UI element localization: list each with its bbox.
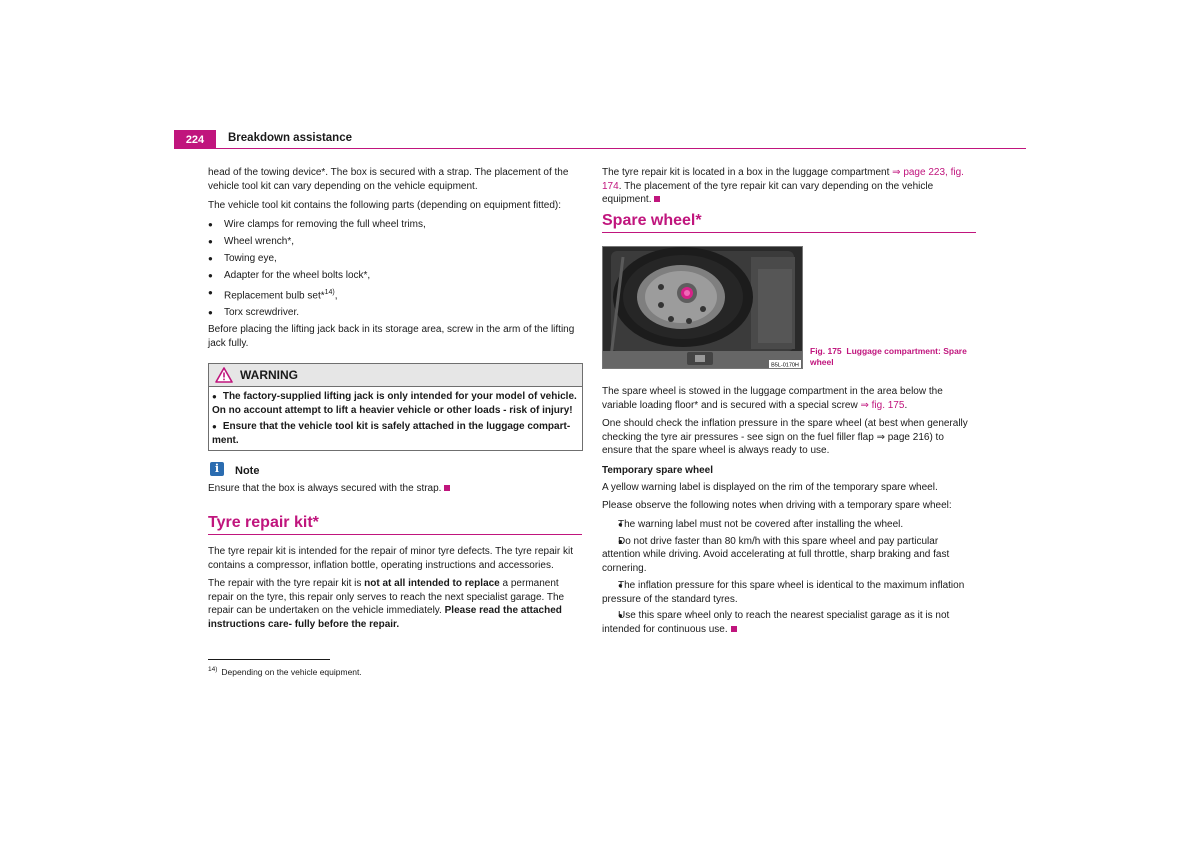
note-title: Note: [235, 465, 260, 477]
list-item: ● Towing eye,: [208, 252, 582, 266]
section-heading-tyre-repair-kit: Tyre repair kit*: [208, 514, 582, 535]
list-item: ● Wire clamps for removing the full wheel trims,: [208, 218, 582, 232]
paragraph: One should check the inflation pressure in the spare wheel (at best when generally checking the tyre air pressures - see sign on the fuel filler flap ⇒ page 216) to ensure that the spare wheel is always ready to use.: [602, 418, 968, 457]
tyre-repair-section: [208, 545, 582, 632]
page-link[interactable]: ⇒ page 223, fig. 174: [602, 167, 964, 192]
paragraph: A yellow warning label is displayed on the rim of the temporary spare wheel.: [602, 481, 938, 493]
warning-title: WARNING: [240, 368, 298, 382]
page-number: 224: [174, 130, 216, 148]
paragraph: The tyre repair kit is located in a box in the luggage compartment ⇒ page 223, fig. 174. The placement of the tyre repair kit can vary depending on the vehicle equipment.: [602, 167, 964, 206]
end-of-section-marker: [654, 196, 660, 202]
paragraph: The tyre repair kit is intended for the repair of minor tyre defects. The tyre repair kit contains a compressor, inflation bottle, operating instructions and accessories.: [208, 546, 573, 571]
note-text: Ensure that the box is always secured with the strap.: [208, 482, 582, 496]
tool-kit-list: [208, 218, 582, 320]
left-column: [208, 166, 582, 350]
list-item: ● Adapter for the wheel bolts lock*,: [208, 269, 582, 283]
warning-header: [209, 364, 582, 387]
figure-link[interactable]: ⇒ fig. 175: [860, 399, 905, 411]
warning-triangle-icon: [215, 367, 233, 383]
footnote-mark: 14): [208, 666, 218, 673]
warning-item: ● Ensure that the vehicle tool kit is safely attached in the luggage compart- ment.: [212, 421, 571, 446]
subheading-temporary-spare-wheel: Temporary spare wheel: [602, 464, 713, 476]
figure-caption-text: Luggage compartment: Spare wheel: [810, 346, 967, 367]
figure-caption: [810, 346, 976, 368]
list-item: ● Torx screwdriver.: [208, 306, 582, 320]
warning-box: [208, 363, 583, 451]
list-item: ● Wheel wrench*,: [208, 235, 582, 249]
footnote-rule: [208, 659, 330, 660]
paragraph: Please observe the following notes when driving with a temporary spare wheel:: [602, 500, 952, 512]
spare-wheel-section: [602, 385, 976, 640]
list-item: ● The warning label must not be covered after installing the wheel.: [602, 518, 976, 532]
paragraph: Before placing the lifting jack back in its storage area, screw in the arm of the lifting jack fully.: [208, 324, 575, 349]
paragraph: The repair with the tyre repair kit is not at all intended to replace a permanent repair on the tyre, this repair only serves to reach the next specialist garage. The repair can be undertaken on the vehicle immediately. Please read the attached instructions care- fully before the repair.: [208, 578, 565, 630]
warning-body: [209, 387, 582, 450]
end-of-section-marker: [731, 626, 737, 632]
spare-wheel-illustration: [603, 247, 802, 368]
temporary-wheel-notes: [602, 518, 976, 637]
warning-item: ● The factory-supplied lifting jack is only intended for your model of vehicle. On no account attempt to lift a heavier vehicle or other loads - risk of injury!: [212, 391, 577, 416]
figure-caption-label: Fig. 175: [810, 346, 842, 356]
figure-code: B5L-0170H: [771, 362, 799, 368]
list-item: ● The inflation pressure for this spare wheel is identical to the maximum inflation pressure of the standard tyres.: [602, 579, 976, 606]
end-of-section-marker: [444, 485, 450, 491]
footnote: [208, 666, 362, 677]
list-item: ● Replacement bulb set*$^{14)}$,: [208, 286, 582, 303]
spare-wheel-figure: [602, 246, 803, 369]
paragraph: The spare wheel is stowed in the luggage compartment in the area below the variable loading floor* and is secured with a special screw ⇒ fig. 175.: [602, 386, 943, 411]
chapter-title: Breakdown assistance: [228, 132, 353, 144]
page-header: [174, 130, 1026, 149]
paragraph: head of the towing device*. The box is secured with a strap. The placement of the vehicle tool kit can vary depending on the vehicle equipment.: [208, 167, 569, 192]
list-item: ● Use this spare wheel only to reach the nearest specialist garage as it is not intended for continuous use.: [602, 609, 976, 636]
list-item: ● Do not drive faster than 80 km/h with this spare wheel and pay particular attention while driving. Avoid accelerating at full throttle, sharp braking and fast cornering.: [602, 535, 976, 576]
info-icon: i: [210, 462, 224, 476]
paragraph: The vehicle tool kit contains the following parts (depending on equipment fitted):: [208, 200, 561, 212]
footnote-ref: 14): [324, 288, 335, 296]
right-intro: [602, 166, 976, 207]
footnote-text: Depending on the vehicle equipment.: [221, 666, 362, 677]
section-heading-spare-wheel: Spare wheel*: [602, 212, 976, 233]
